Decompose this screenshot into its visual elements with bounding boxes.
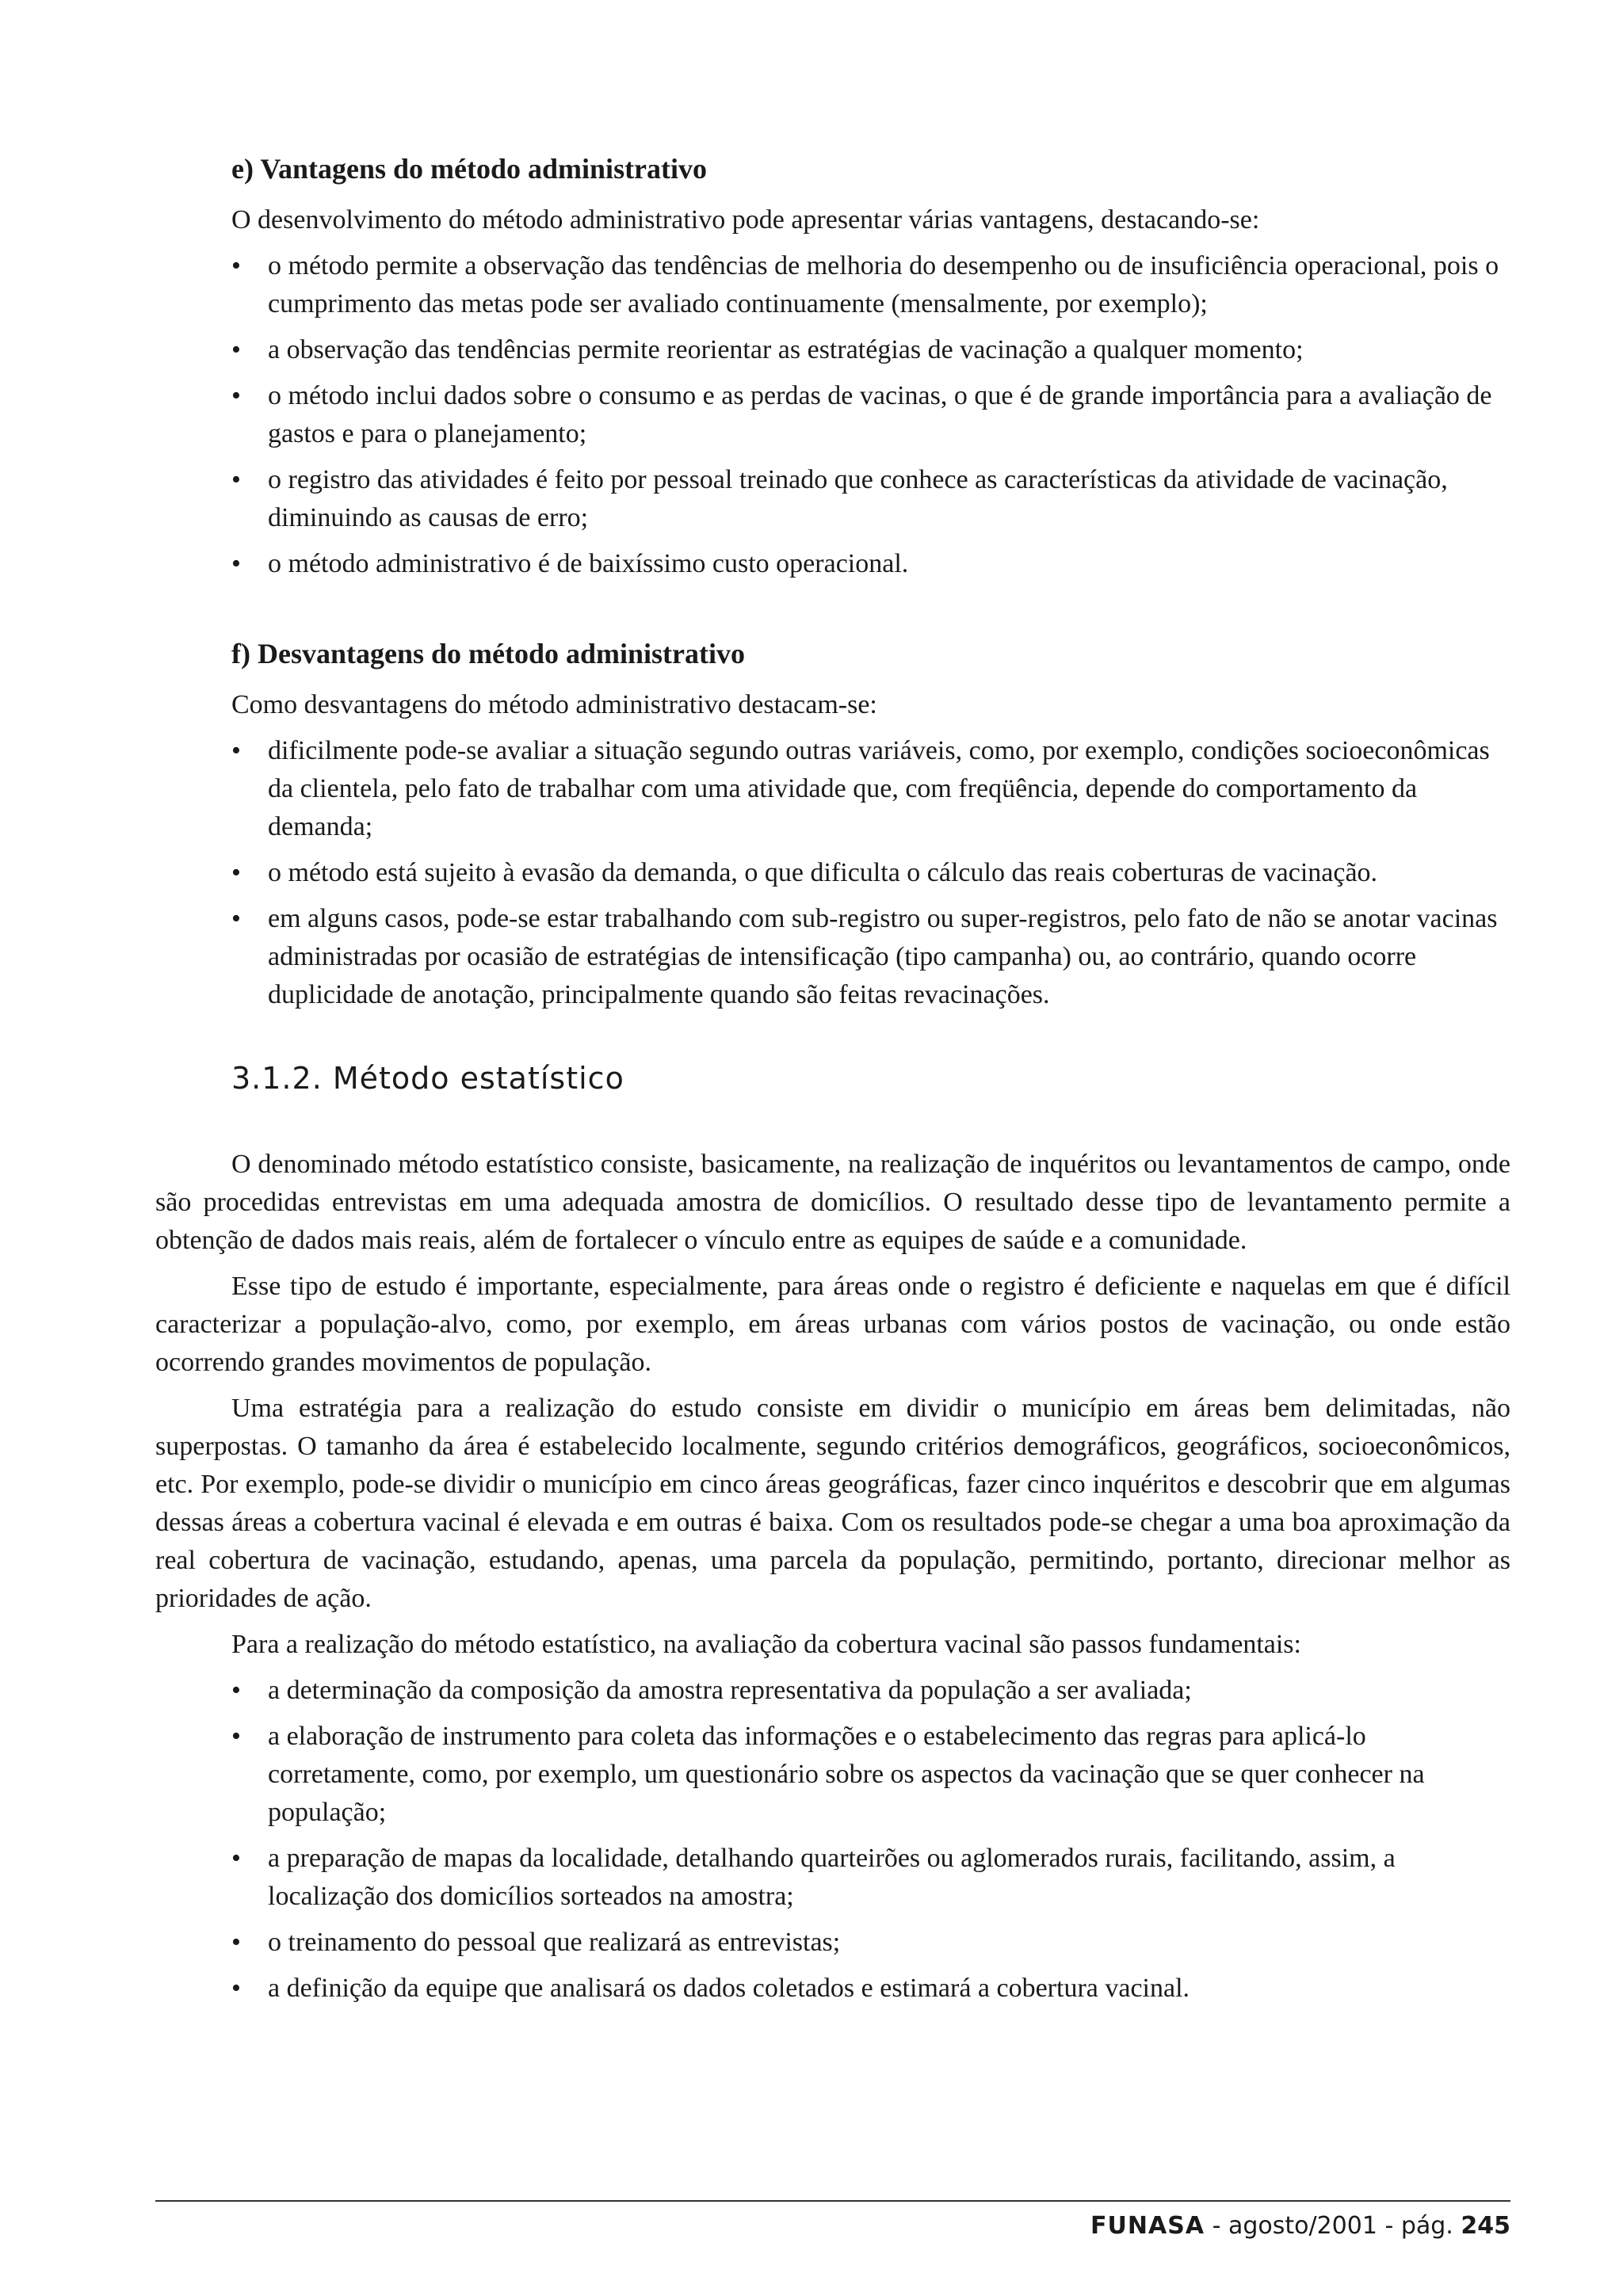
bullet-icon: • (231, 1974, 241, 2003)
section-312-heading: 3.1.2. Método estatístico (231, 1061, 624, 1096)
bullet-icon: • (231, 465, 241, 494)
bullet-icon: • (231, 381, 241, 410)
section-312-paragraph: Para a realização do método estatístico, na avaliação da cobertura vacinal são passos fundamentais: (231, 1630, 1301, 1659)
bullet-icon: • (231, 1844, 241, 1873)
page-number: 245 (1461, 2212, 1510, 2240)
section-e-list (231, 247, 1510, 583)
section-f-heading: f) Desvantagens do método administrativo (231, 638, 745, 669)
section-e-intro: O desenvolvimento do método administrativo pode apresentar várias vantagens, destacando-se: (231, 205, 1260, 235)
section-312-paragraph: O denominado método estatístico consiste, basicamente, na realização de inquéritos ou levantamentos de campo, onde são procedidas entrevistas em uma adequada amostra de domicílios. O resultado desse tipo de levantamento permite a obtenção de dados mais reais, além de fortalecer o vínculo entre as equipes de saúde e a comunidade. (155, 1150, 1510, 1255)
list-item: • o método inclui dados sobre o consumo e as perdas de vacinas, o que é de grande importância para a avaliação de gastos e para o planejamento; (231, 377, 1510, 453)
list-item: • a determinação da composição da amostra representativa da população a ser avaliada; (231, 1672, 1510, 1710)
bullet-icon: • (231, 1676, 241, 1705)
page-footer (1090, 2210, 1510, 2242)
section-f-intro: Como desvantagens do método administrativo destacam-se: (231, 690, 877, 719)
list-item: • em alguns casos, pode-se estar trabalhando com sub-registro ou super-registros, pelo fato de não se anotar vacinas administradas por ocasião de estratégias de intensificação (tipo campanha) ou, ao contrário, quando ocorre duplicidade de anotação, principalmente quando são feitas revacinações. (231, 900, 1510, 1014)
bullet-icon: • (231, 335, 241, 364)
section-312-list (231, 1672, 1510, 2008)
footer-brand: FUNASA (1090, 2212, 1205, 2240)
list-item: • a observação das tendências permite reorientar as estratégias de vacinação a qualquer momento; (231, 331, 1510, 369)
list-item: • a definição da equipe que analisará os dados coletados e estimará a cobertura vacinal. (231, 1970, 1510, 2008)
list-item: • dificilmente pode-se avaliar a situação segundo outras variáveis, como, por exemplo, condições socioeconômicas da clientela, pelo fato de trabalhar com uma atividade que, com freqüência, depende do comportamento da demanda; (231, 732, 1510, 846)
list-item: • a elaboração de instrumento para coleta das informações e o estabelecimento das regras para aplicá-lo corretamente, como, por exemplo, um questionário sobre os aspectos da vacinação que se quer conhecer na população; (231, 1718, 1510, 1832)
bullet-icon: • (231, 251, 241, 280)
bullet-icon: • (231, 858, 241, 887)
bullet-icon: • (231, 549, 241, 578)
bullet-icon: • (231, 736, 241, 765)
section-f-list (231, 732, 1510, 1014)
bullet-icon: • (231, 1722, 241, 1751)
section-312-paragraph: Uma estratégia para a realização do estudo consiste em dividir o município em áreas bem delimitadas, não superpostas. O tamanho da área é estabelecido localmente, segundo critérios demográficos, geográficos, socioeconômicos, etc. Por exemplo, pode-se dividir o município em cinco áreas geográficas, fazer cinco inquéritos e descobrir que em algumas dessas áreas a cobertura vacinal é elevada e em outras é baixa. Com os resultados pode-se chegar a uma boa aproximação da real cobertura de vacinação, estudando, apenas, uma parcela da população, permitindo, portanto, direcionar melhor as prioridades de ação. (155, 1394, 1510, 1613)
list-item: • o registro das atividades é feito por pessoal treinado que conhece as características da atividade de vacinação, diminuindo as causas de erro; (231, 461, 1510, 537)
list-item: • o método administrativo é de baixíssimo custo operacional. (231, 545, 1510, 583)
list-item: • o método está sujeito à evasão da demanda, o que dificulta o cálculo das reais coberturas de vacinação. (231, 854, 1510, 892)
list-item: • o método permite a observação das tendências de melhoria do desempenho ou de insuficiência operacional, pois o cumprimento das metas pode ser avaliado continuamente (mensalmente, por exemplo); (231, 247, 1510, 323)
section-312-paragraph: Esse tipo de estudo é importante, especialmente, para áreas onde o registro é deficiente e naquelas em que é difícil caracterizar a população-alvo, como, por exemplo, em áreas urbanas com vários postos de vacinação, ou onde estão ocorrendo grandes movimentos de população. (155, 1272, 1510, 1377)
list-item: • a preparação de mapas da localidade, detalhando quarteirões ou aglomerados rurais, facilitando, assim, a localização dos domicílios sorteados na amostra; (231, 1840, 1510, 1916)
list-item: • o treinamento do pessoal que realizará as entrevistas; (231, 1924, 1510, 1962)
bullet-icon: • (231, 1928, 241, 1957)
page-content (155, 151, 1510, 2016)
footer-date: - agosto/2001 - pág. (1205, 2212, 1461, 2240)
bullet-icon: • (231, 904, 241, 933)
section-e-heading: e) Vantagens do método administrativo (231, 153, 708, 185)
footer-divider (155, 2200, 1510, 2202)
